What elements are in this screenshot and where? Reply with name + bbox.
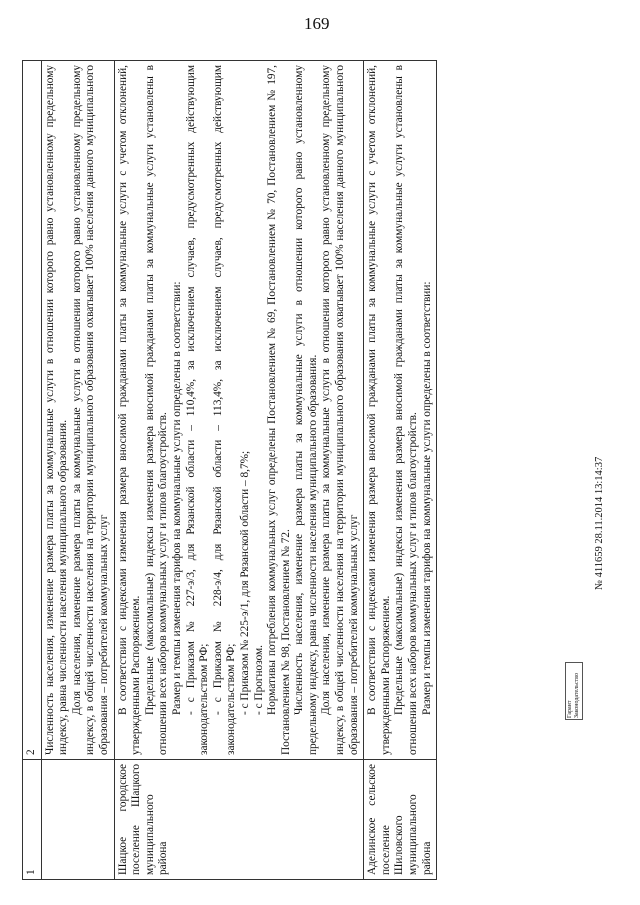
document-table	[22, 60, 437, 880]
document-footer-stamp: № 411659 28.11.2014 13:14:37	[594, 456, 605, 590]
paragraph: Размер и темпы изменения тарифов на коммунальные услуги определены в соответствии:	[420, 281, 433, 715]
content-cell	[41, 61, 114, 760]
header-col-1: 1	[23, 760, 42, 880]
paragraph: Нормативы потребления коммунальных услуг определены Постановлением № 69, Постановлением № 70, Постановлением № 197, Постановлением № 98, Постановлением № 72.	[266, 65, 292, 755]
paragraph: - с Приказом № 228-э/4, для Рязанской области – 113,4%, за исключением случаев, предусмотренных действующим законодательством РФ;	[211, 65, 238, 755]
paragraph: Доля населения, изменение размера платы за коммунальные услуги в отношении которого равно установленному предельному индексу, в общей численности населения на территории муниципального образования охватывает 100% населения данного муниципального образования – потребителей коммунальных услуг	[320, 65, 360, 755]
paragraph: Предельные (максимальные) индексы изменения размера вносимой гражданами платы за коммунальные услуги установлены в отношении всех наборов коммунальных услуг и типов благоустройств.	[143, 65, 170, 755]
paragraph: В соответствии с индексами изменения размера вносимой гражданами платы за коммунальные услуги с учетом отклонений, утвержденными Распоряжением.	[366, 65, 392, 755]
garant-logo: Гарант Законодательство	[565, 662, 587, 720]
table-row	[41, 61, 114, 880]
content-cell	[114, 61, 364, 760]
paragraph: - с Приказом № 225-э/1, для Рязанской области – 8,7%;	[238, 450, 251, 715]
region-cell: Шацкое городское поселение Шацкого муниципального района	[114, 760, 364, 880]
page-number: 169	[304, 14, 330, 33]
header-col-2: 2	[23, 61, 42, 760]
rotated-table-container	[22, 60, 562, 880]
paragraph: Предельные (максимальные) индексы изменения размера вносимой гражданами платы за коммунальные услуги установлены в отношении всех наборов коммунальных услуг и типов благоустройств.	[393, 65, 420, 755]
paragraph: Размер и темпы изменения тарифов на коммунальные услуги определены в соответствии:	[170, 281, 183, 715]
table-row	[364, 61, 437, 880]
region-cell	[41, 760, 114, 880]
content-cell	[364, 61, 437, 760]
paragraph: Численность населения, изменение размера платы за коммунальные услуги в отношении которого равно установленному предельному индексу, равна численности населения муниципального образования.	[43, 65, 70, 755]
table-row	[114, 61, 364, 880]
paragraph: - с Прогнозом.	[252, 644, 265, 715]
region-cell: Аделинское сельское поселение Шиловского муниципального района	[364, 760, 437, 880]
paragraph: Доля населения, изменение размера платы за коммунальные услуги в отношении которого равно установленному предельному индексу, в общей численности населения на территории муниципального образования охватывает 100% населения данного муниципального образования – потребителей коммунальных услуг	[70, 65, 110, 755]
paragraph: В соответствии с индексами изменения размера вносимой гражданами платы за коммунальные услуги с учетом отклонений, утвержденными Распоряжением.	[116, 65, 143, 755]
table-header-row	[23, 61, 42, 880]
paragraph: - с Приказом № 227-э/3, для Рязанской области – 110,4%, за исключением случаев, предусмотренных действующим законодательством РФ;	[184, 65, 211, 755]
table-body	[41, 61, 437, 880]
paragraph: Численность населения, изменение размера платы за коммунальные услуги в отношении которого равно установленному предельному индексу, равна численности населения муниципального образования.	[293, 65, 319, 755]
